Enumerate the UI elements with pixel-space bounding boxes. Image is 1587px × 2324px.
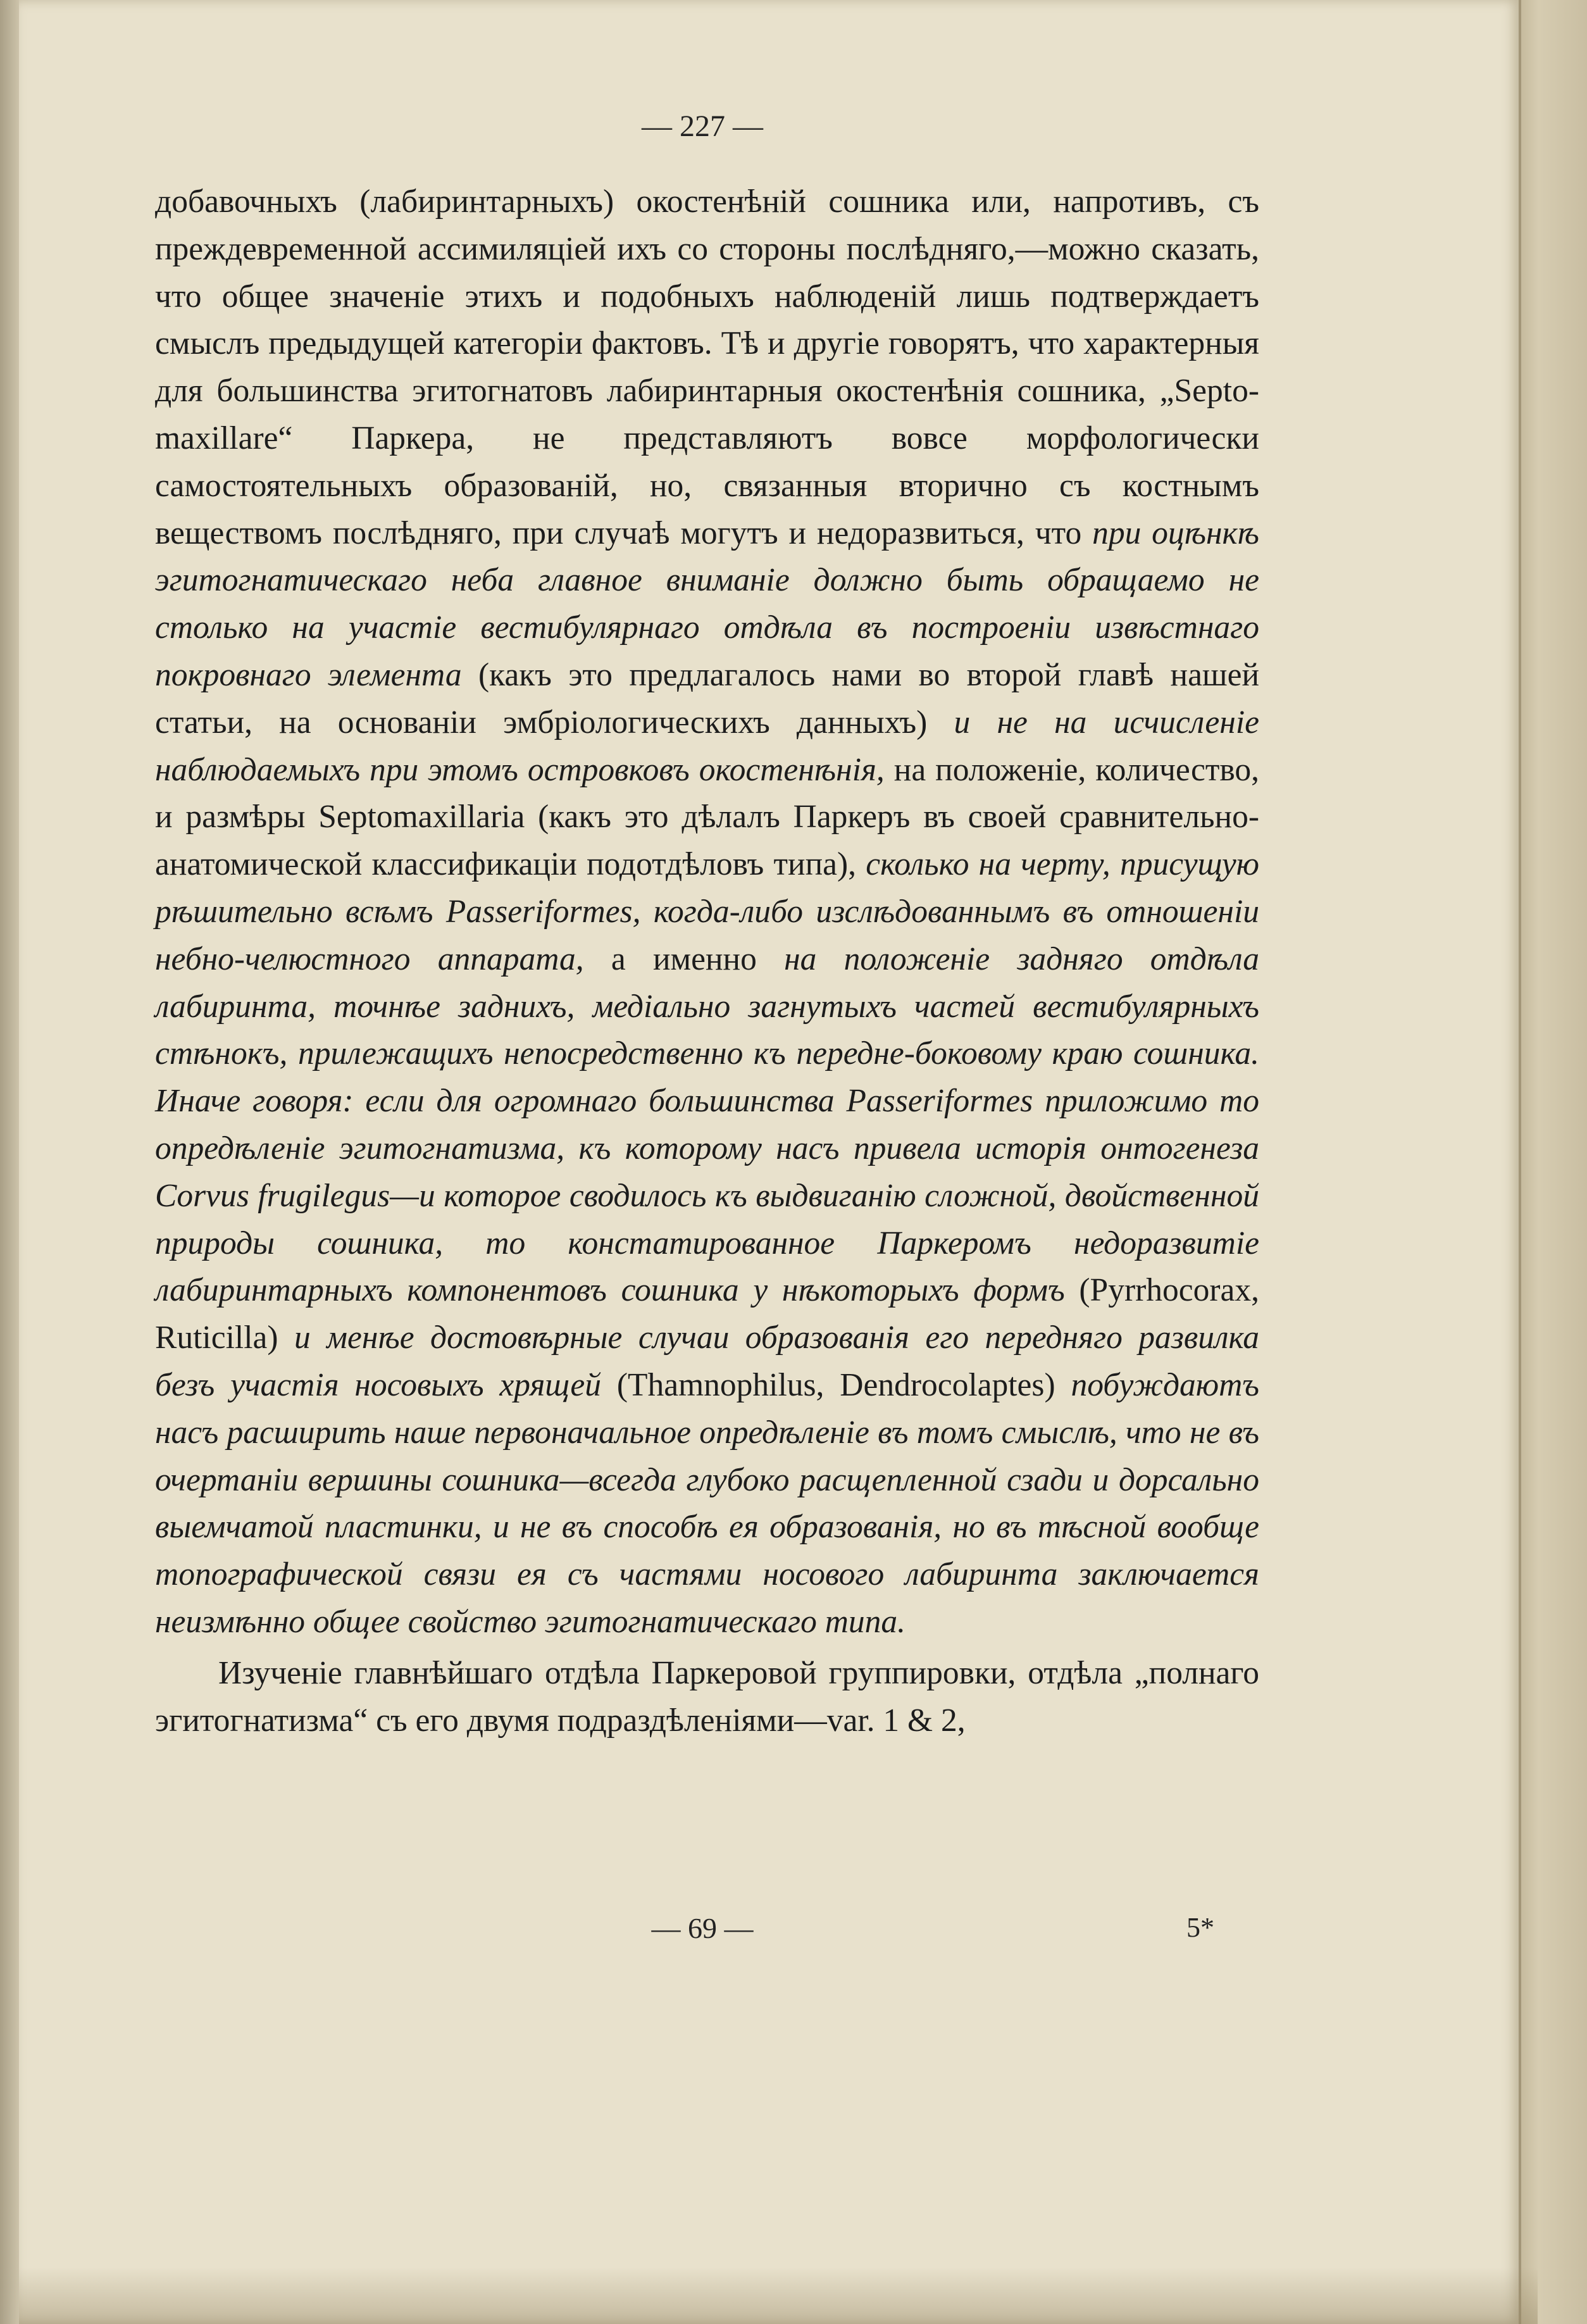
italic-segment: и не на исчисленіе наблюдаемыхъ при этомъ островковъ окостенѣнія,: [155, 704, 1259, 788]
page-number-header: — 227 —: [642, 109, 763, 143]
book-page: [19, 0, 1519, 2324]
text-segment: (какъ это предлагалось нами во второй главѣ нашей статьи, на основаніи эмбріологическихъ данныхъ): [155, 656, 1260, 740]
italic-segment: и менѣе достовѣрные случаи образованія его передняго развилка безъ участія носовыхъ хрящей: [155, 1320, 1260, 1403]
text-segment: а именно: [583, 940, 785, 977]
footer-page-number: — 69 —: [651, 1912, 754, 1944]
text-segment: добавочныхъ (лабиринтарныхъ) окостенѣній сошника или, напротивъ, съ преждевременной ассимиляціей ихъ со стороны послѣдняго,—можно сказать, что общее значеніе этихъ и подобныхъ наблюденій лишь подтверждаетъ смыслъ предыдущей категоріи фактовъ. Тѣ и другіе говорятъ, что характерныя для большинства эгитогнатовъ лабиринтарныя окостенѣнія сошника, „Septo-maxillare“ Паркера, не представляютъ вовсе морфологически самостоятельныхъ образованій, но, связанныя вторично съ костнымъ веществомъ послѣдняго, при случаѣ могутъ и недоразвиться, что: [155, 184, 1259, 551]
paragraph-2: Изученіе главнѣйшаго отдѣла Паркеровой группировки, отдѣла „полнаго эгитогнатизма“ съ его двумя подраздѣленіями—var. 1 & 2,: [155, 1654, 1259, 1739]
italic-segment: при оцѣнкѣ эгитогнатическаго неба главное вниманіе должно быть обращаемо не столько на участіе вестибулярнаго отдѣла въ построеніи извѣстнаго покровнаго элемента: [155, 515, 1260, 693]
bottom-stain: [19, 2267, 1538, 2324]
text-segment: (Thamnophilus, Dendrocolaptes): [601, 1366, 1071, 1403]
signature-mark: 5*: [1186, 1912, 1214, 1943]
text-segment: (Pyrrhocorax, Ruticilla): [155, 1272, 1259, 1356]
italic-segment: на положеніе задняго отдѣла лабиринта, точнѣе заднихъ, медіально загнутыхъ частей вестибулярныхъ стѣнокъ, прилежащихъ непосредственно къ передне-боковому краю сошника. Иначе говоря: если для огромнаго большинства Passeriformes приложимо то опредѣленіе эгитогнатизма, къ которому насъ привела исторія онтогенеза Corvus frugilegus—и которое сводилось къ выдвиганію сложной, двойственной природы сошника, то констатированное Паркеромъ недоразвитіе лабиринтарныхъ компонентовъ сошника у нѣкоторыхъ формъ: [155, 940, 1259, 1309]
body-text: [155, 178, 1259, 1744]
italic-segment: сколько на черту, присущую рѣшительно всѣмъ Passeriformes, когда-либо изслѣдованнымъ въ отношеніи небно-челюстного аппарата,: [155, 846, 1259, 977]
italic-segment: побуждаютъ насъ расширить наше первоначальное опредѣленіе въ томъ смыслѣ, что не въ очертаніи вершины сошника—всегда глубоко расщепленной сзади и дорсально выемчатой пластинки, и не въ способѣ ея образованія, но въ тѣсной вообще топографической связи ея съ частями носового лабиринта заключается неизмѣнно общее свойство эгитогнатическаго типа.: [155, 1366, 1260, 1640]
page-fold: [1519, 0, 1521, 2324]
text-segment: на положеніе, количество, и размѣры Septomaxillaria (какъ это дѣлалъ Паркеръ въ своей сравнительно-анатомической классификаціи подотдѣловъ типа),: [155, 751, 1259, 883]
paragraph-1: [155, 178, 1259, 1646]
